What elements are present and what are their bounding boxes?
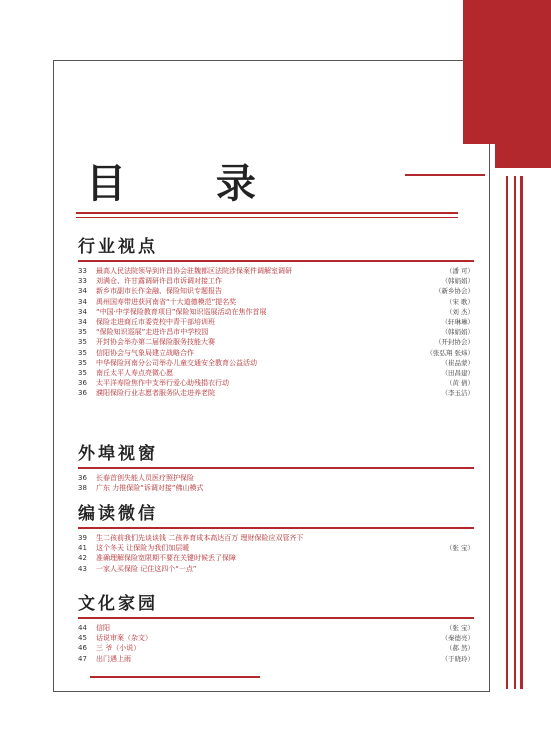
toc-article-title: 中华保险河南分公司举办儿童交通安全教育公益活动 <box>96 358 257 367</box>
toc-author: （刘 杰） <box>445 307 474 316</box>
bottom-red-line <box>90 676 260 678</box>
toc-page-number: 36 <box>78 474 87 482</box>
toc-article-title: 长春首创失能人员医疗照护保险 <box>96 474 194 482</box>
section-culture <box>78 593 474 664</box>
toc-entry[interactable] <box>78 266 474 276</box>
toc-page-number: 35 <box>78 358 87 367</box>
toc-page-number: 47 <box>78 654 87 663</box>
toc-author: （宋 歌） <box>445 297 474 306</box>
toc-page-number: 46 <box>78 644 87 653</box>
toc-entry[interactable] <box>78 643 474 653</box>
toc-page-number: 33 <box>78 267 87 275</box>
red-vertical-line <box>520 176 523 689</box>
toc-page-number: 43 <box>78 564 87 573</box>
toc-list <box>78 473 474 493</box>
toc-article-title: 刘满仓、许甘露调研许昌市诉调对接工作 <box>96 277 222 286</box>
title-underline <box>76 217 458 218</box>
toc-article-title: 三 爷（小说） <box>96 644 141 653</box>
toc-author: （张弘翔 张炜） <box>426 348 474 357</box>
toc-page-number: 34 <box>78 317 87 326</box>
toc-author: （秦德亮） <box>441 634 474 643</box>
toc-article-title: 新乡市副市长作金融、保险知识专题报告 <box>96 287 222 296</box>
toc-author: （新乡协会） <box>435 287 474 296</box>
toc-entry[interactable] <box>78 623 474 633</box>
toc-article-title: 信阳协会与气象局建立战略合作 <box>96 348 194 357</box>
toc-entry[interactable] <box>78 307 474 317</box>
toc-entry[interactable] <box>78 388 474 398</box>
toc-author: （韩娟娟） <box>441 328 474 337</box>
toc-page-number: 35 <box>78 348 87 357</box>
toc-list <box>78 266 474 398</box>
toc-author: （开封协会） <box>435 338 474 347</box>
toc-article-title: 一家人买保险 记住这四个“一点” <box>96 564 197 573</box>
toc-author: （韩娟娟） <box>441 277 474 286</box>
toc-list <box>78 623 474 664</box>
toc-entry[interactable] <box>78 473 474 483</box>
toc-article-title: “中国·中学保险教育项目”保险知识巡展活动在焦作首展 <box>96 307 267 316</box>
toc-article-title: 开封协会举办第二届保险服务技能大赛 <box>96 338 215 347</box>
toc-list <box>78 533 474 574</box>
red-decor-line <box>405 174 485 176</box>
toc-page-number: 39 <box>78 534 87 542</box>
toc-entry[interactable] <box>78 327 474 337</box>
section-heading: 编读微信 <box>78 504 158 524</box>
section-heading: 行业视点 <box>78 237 158 257</box>
toc-author: （崔品蒙） <box>441 358 474 367</box>
toc-article-title: 生二孩前我们先谈谈钱 二孩养育成本高达百万 理财保险应双管齐下 <box>96 534 304 542</box>
toc-entry[interactable] <box>78 553 474 563</box>
toc-page-number: 44 <box>78 624 87 632</box>
section-reader <box>78 503 474 574</box>
toc-article-title: 信阳 <box>96 624 110 632</box>
toc-article-title: 准确理解保险宽限期不要在关键时候丢了保障 <box>96 554 236 563</box>
section-rule <box>78 467 474 469</box>
page-title: 目 录 <box>86 161 294 207</box>
toc-author: （郝 然） <box>445 644 474 653</box>
toc-author: （张 宝） <box>445 544 474 553</box>
toc-article-title: 太平洋寿险焦作中支举行爱心助残捐衣行动 <box>96 379 229 388</box>
toc-article-title: 广东 力推保险“诉调对接”佛山模式 <box>96 484 204 493</box>
toc-article-title: 濮阳保险行业志愿者服务队走进养老院 <box>96 389 215 398</box>
toc-author: （于晓玲） <box>441 654 474 663</box>
section-heading: 外埠视窗 <box>78 444 158 464</box>
toc-entry[interactable] <box>78 368 474 378</box>
toc-entry[interactable] <box>78 483 474 493</box>
title-underline <box>76 212 458 214</box>
toc-article-title: 这个冬天 让保险为我们加层暖 <box>96 544 190 553</box>
toc-entry[interactable] <box>78 297 474 307</box>
toc-page-number: 36 <box>78 379 87 388</box>
red-vertical-line <box>514 176 516 689</box>
section-industry <box>78 236 474 398</box>
toc-page-number: 34 <box>78 307 87 316</box>
toc-entry[interactable] <box>78 633 474 643</box>
toc-author: （田昌建） <box>441 368 474 377</box>
toc-author: （李玉洁） <box>441 389 474 398</box>
toc-entry[interactable] <box>78 564 474 574</box>
toc-page-number: 38 <box>78 484 87 493</box>
toc-article-title: 禹州国寿带进获河南省“十大道德模范”提名奖 <box>96 297 237 306</box>
section-rule <box>78 260 474 262</box>
toc-article-title: 保险走进商丘市委党校中青干部培训班 <box>96 317 215 326</box>
toc-article-title: 话说审案（杂文） <box>96 634 152 643</box>
toc-entry[interactable] <box>78 286 474 296</box>
toc-entry[interactable] <box>78 358 474 368</box>
toc-page-number: 34 <box>78 297 87 306</box>
toc-page-number: 36 <box>78 389 87 398</box>
toc-entry[interactable] <box>78 317 474 327</box>
toc-page-number: 35 <box>78 338 87 347</box>
toc-page-number: 34 <box>78 287 87 296</box>
toc-article-title: 出门遇上雨 <box>96 654 131 663</box>
red-vertical-line <box>506 176 508 689</box>
toc-entry[interactable] <box>78 276 474 286</box>
toc-page-number: 42 <box>78 554 87 563</box>
section-heading: 文化家园 <box>78 594 158 614</box>
section-rule <box>78 527 474 529</box>
toc-entry[interactable] <box>78 348 474 358</box>
toc-article-title: 南丘太平人寿点亮微心愿 <box>96 368 173 377</box>
toc-page-number: 33 <box>78 277 87 286</box>
toc-page-number: 45 <box>78 634 87 643</box>
toc-entry[interactable] <box>78 543 474 553</box>
section-rule <box>78 617 474 619</box>
section-outside <box>78 443 474 493</box>
toc-page-number: 41 <box>78 544 87 553</box>
toc-entry[interactable] <box>78 378 474 388</box>
red-decor-block-2 <box>495 34 551 168</box>
toc-page-number: 35 <box>78 328 87 337</box>
toc-entry[interactable] <box>78 654 474 664</box>
toc-entry[interactable] <box>78 533 474 543</box>
toc-page-number: 35 <box>78 368 87 377</box>
toc-author: （潘 可） <box>445 267 474 275</box>
toc-article-title: “保险知识巡展”走进许昌市中学校园 <box>96 328 209 337</box>
toc-author: （轩琳琳） <box>441 317 474 326</box>
toc-author: （张 宝） <box>445 624 474 632</box>
toc-entry[interactable] <box>78 337 474 347</box>
toc-article-title: 最高人民法院领导到许昌协会驻魏都区法院涉保案件调解室调研 <box>96 267 292 275</box>
toc-author: （黄 倩） <box>445 379 474 388</box>
